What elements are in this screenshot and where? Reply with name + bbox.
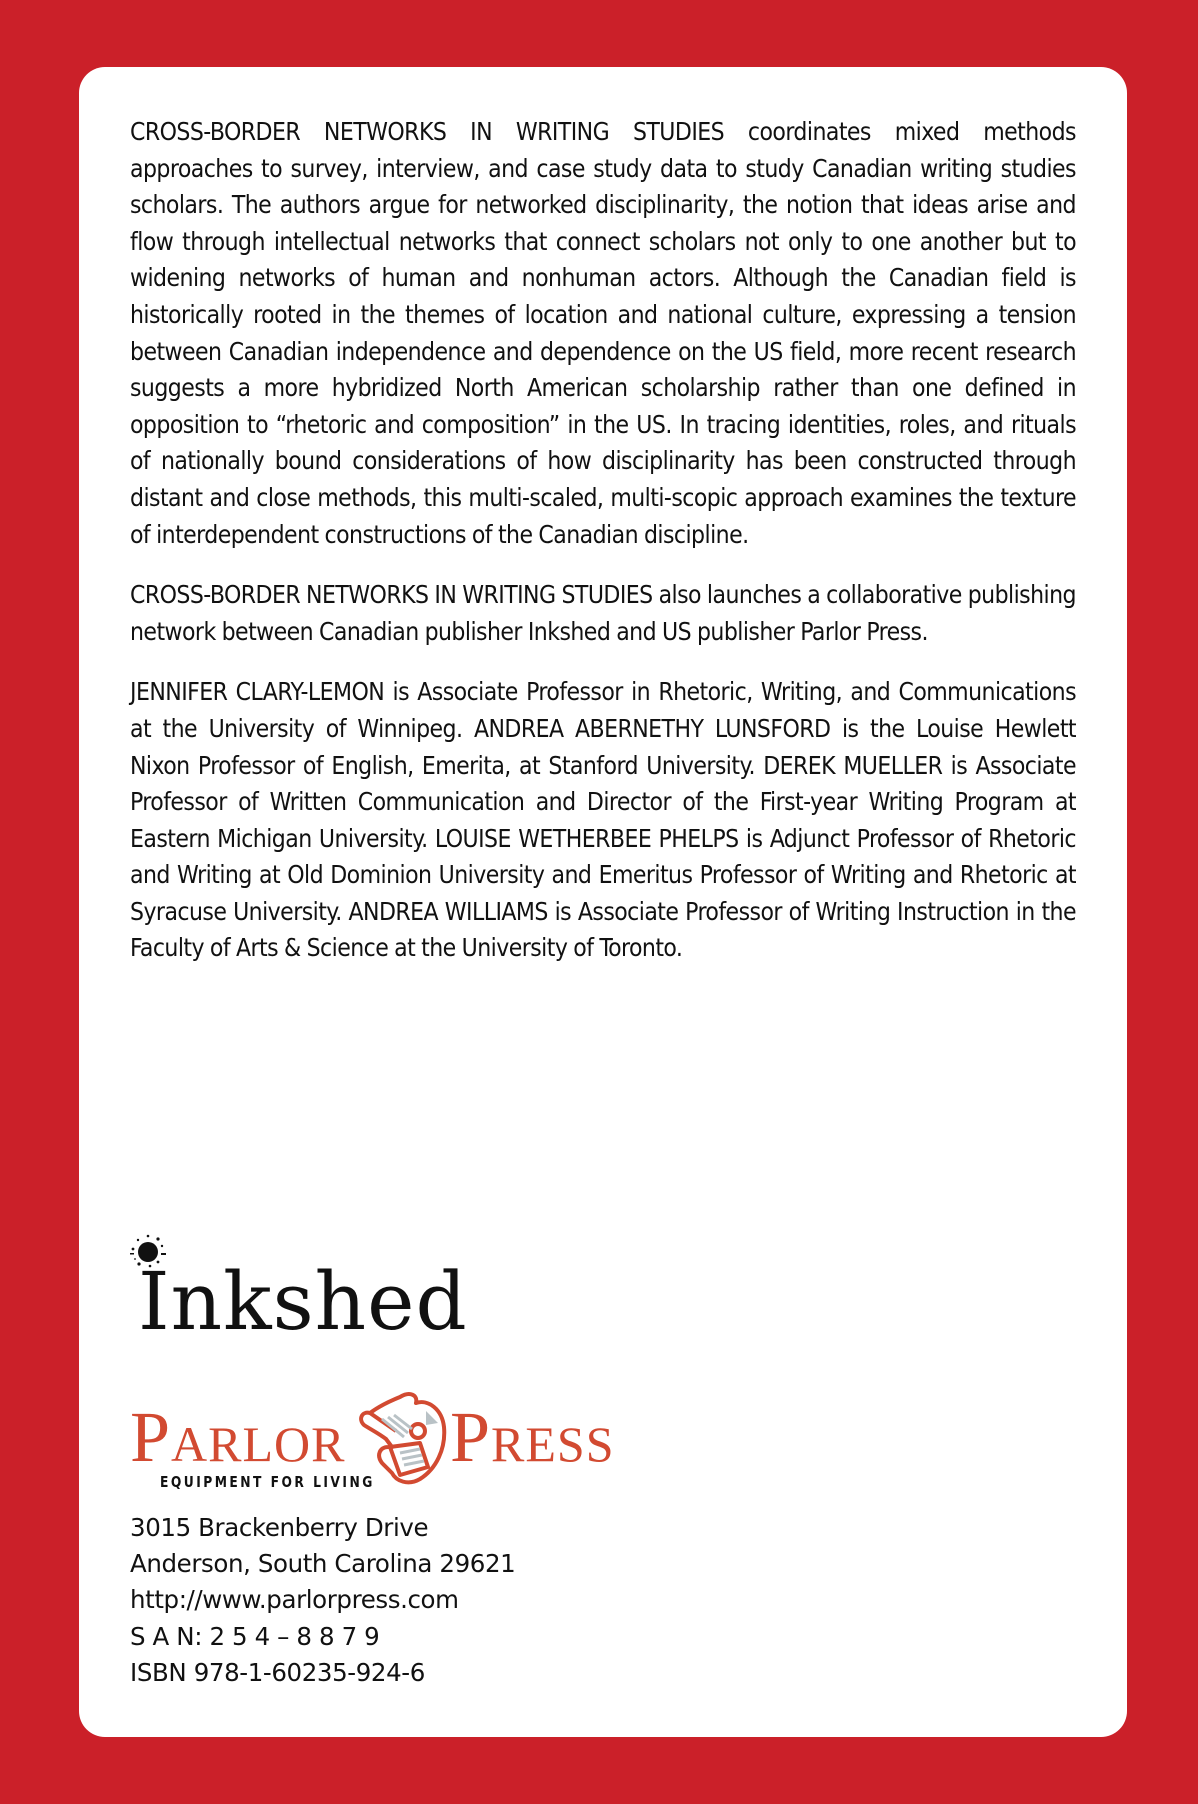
- city-state-zip: Anderson, South Carolina 29621: [130, 1549, 516, 1579]
- publishing-network-paragraph: CROSS-BORDER NETWORKS IN WRITING STUDIES also launches a collaborative publishing network between Canadian publisher Inkshed and US publisher Parlor Press.: [130, 580, 1076, 646]
- publisher-logos: [126, 1230, 615, 1491]
- san-number: S A N: 2 5 4 – 8 8 7 9: [130, 1621, 380, 1651]
- publisher-address: [130, 1510, 515, 1691]
- description-block: [130, 114, 1076, 967]
- parlor-press-logo: [130, 1385, 630, 1495]
- book-description-paragraph: CROSS-BORDER NETWORKS IN WRITING STUDIES coordinates mixed methods approaches to survey, interview, and case study data to study Canadian writing studies scholars. The authors argue for networked disciplinarity, the notion that ideas arise and flow through intellectual networks that connect scholars not only to one another but to widening networks of human and nonhuman actors. Although the Canadian field is historically rooted in the themes of location and national culture, expressing a tension between Canadian independence and dependence on the US field, more recent research suggests a more hybridized North American scholarship rather than one defined in opposition to “rhetoric and composition” in the US. In tracing identities, roles, and rituals of nationally bound considerations of how disciplinarity has been constructed through distant and close methods, this multi-scaled, multi-scopic approach examines the texture of interdependent constructions of the Canadian discipline.: [130, 117, 1076, 549]
- parlor-wordmark: Parlor: [130, 1397, 346, 1477]
- inkshed-logo: [126, 1230, 466, 1350]
- parlor-press-tagline: EQUIPMENT FOR LIVING: [160, 1473, 375, 1491]
- isbn-number: ISBN 978-1-60235-924-6: [130, 1657, 425, 1687]
- inkshed-wordmark: Inkshed: [138, 1255, 468, 1348]
- publisher-website: http://www.parlorpress.com: [130, 1585, 459, 1615]
- press-wordmark: Press: [450, 1397, 615, 1477]
- street-address: 3015 Brackenberry Drive: [130, 1513, 429, 1542]
- author-bios-paragraph: JENNIFER CLARY-LEMON is Associate Professor in Rhetoric, Writing, and Communications at the University of Winnipeg. ANDREA ABERNETHY LUNSFORD is the Louise Hewlett Nixon Professor of English, Emerita, at Stanford University. DEREK MUELLER is Associate Professor of Written Communication and Director of the First-year Writing Program at Eastern Michigan University. LOUISE WETHERBEE PHELPS is Adjunct Professor of Rhetoric and Writing at Old Dominion University and Emeritus Professor of Writing and Rhetoric at Syracuse University. ANDREA WILLIAMS is Associate Professor of Writing Instruction in the Faculty of Arts & Science at the University of Toronto.: [130, 677, 1076, 963]
